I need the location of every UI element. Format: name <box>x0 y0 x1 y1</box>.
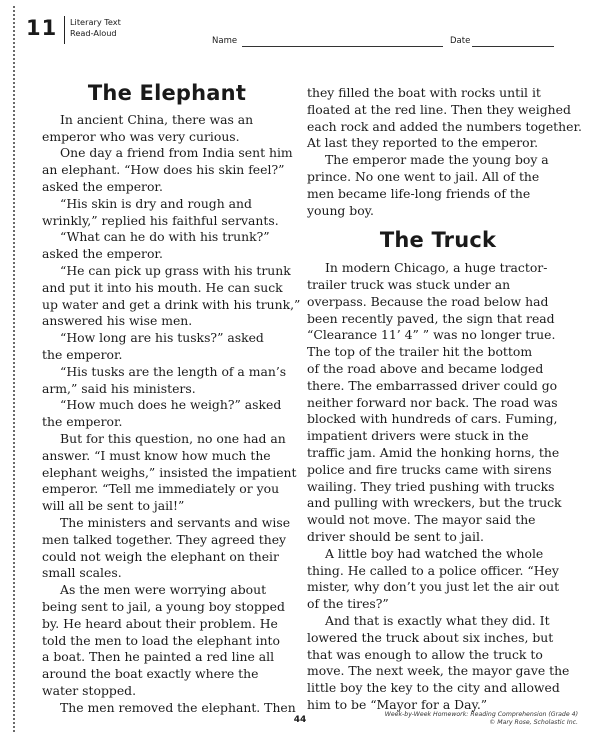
paragraph-line: a boat. Then he painted a red line all <box>42 649 275 665</box>
paragraph-line: And that is exactly what they did. It <box>325 612 550 628</box>
paragraph-line: driver should be sent to jail. <box>307 528 484 544</box>
paragraph-line: of the road above and became lodged <box>307 360 544 376</box>
paragraph-line: wrinkly,” replied his faithful servants. <box>42 212 279 228</box>
paragraph-line: and put it into his mouth. He can suck <box>42 279 283 295</box>
paragraph-line: men talked together. They agreed they <box>42 531 287 547</box>
name-field[interactable] <box>242 46 443 47</box>
paragraph-line: young boy. <box>307 202 374 218</box>
paragraph-line: impatient drivers were stuck in the <box>307 428 529 444</box>
date-field[interactable] <box>472 46 554 47</box>
paragraph-line: by. He heard about their problem. He <box>42 615 278 631</box>
paragraph-line: The top of the trailer hit the bottom <box>307 344 533 360</box>
name-label: Name <box>212 36 238 46</box>
paragraph-line: they filled the boat with rocks until it <box>307 85 541 100</box>
paragraph-line: men became life-long friends of the <box>307 185 531 201</box>
paragraph-line: answer. “I must know how much the <box>42 447 271 463</box>
lesson-divider <box>64 16 65 44</box>
lesson-number: 11 <box>26 16 58 40</box>
paragraph-line: “He can pick up grass with his trunk <box>60 262 291 278</box>
paragraph-line: elephant weighs,” insisted the impatient <box>42 464 297 480</box>
paragraph-line: “What can he do with his trunk?” <box>60 229 270 245</box>
paragraph-line: water stopped. <box>42 682 137 698</box>
paragraph-line: him to be “Mayor for a Day.” <box>307 696 488 712</box>
paragraph-line: “His tusks are the length of a man’s <box>60 363 287 379</box>
paragraph-line: little boy the key to the city and allowed <box>307 680 560 696</box>
paragraph-line: will all be sent to jail!” <box>42 498 185 514</box>
story-title-truck: The Truck <box>379 228 497 253</box>
worksheet-header <box>26 14 566 48</box>
paragraph-line: “How much does he weigh?” asked <box>60 397 282 413</box>
paragraph-line: emperor who was very curious. <box>42 128 240 144</box>
right-column <box>307 85 582 714</box>
paragraph-line: wailing. They tried pushing with trucks <box>307 478 555 494</box>
paragraph-line: around the boat exactly where the <box>42 666 259 682</box>
lesson-type <box>70 17 121 38</box>
credit-line-1: Week-by-Week Homework: Reading Comprehension (Grade 4) <box>384 711 578 718</box>
punch-hole-guide <box>13 6 15 732</box>
paragraph-line: traffic jam. Amid the honking horns, the <box>307 444 560 460</box>
paragraph-line: emperor. “Tell me immediately or you <box>42 481 280 497</box>
paragraph-line: The emperor made the young boy a <box>325 152 549 168</box>
paragraph-line: each rock and added the numbers together. <box>307 118 582 134</box>
paragraph-line: As the men were worrying about <box>60 582 267 598</box>
lesson-type-line1: Literary Text <box>70 17 121 27</box>
paragraph-line: would not move. The mayor said the <box>307 512 536 528</box>
paragraph-line: an elephant. “How does his skin feel?” <box>42 162 285 178</box>
lesson-type-line2: Read-Aloud <box>70 27 117 38</box>
paragraph-line: overpass. Because the road below had <box>307 293 549 309</box>
date-label: Date <box>450 36 471 46</box>
paragraph-line: arm,” said his ministers. <box>42 380 196 396</box>
story-body-elephant <box>42 111 301 717</box>
paragraph-line: could not weigh the elephant on their <box>42 548 279 564</box>
paragraph-line: of the tires?” <box>307 596 389 612</box>
story-title-elephant: The Elephant <box>87 81 247 105</box>
paragraph-line: small scales. <box>42 565 122 581</box>
paragraph-line: up water and get a drink with his trunk,” <box>42 296 301 312</box>
paragraph-line: there. The embarrassed driver could go <box>307 377 558 393</box>
paragraph-line: being sent to jail, a young boy stopped <box>42 598 285 614</box>
paragraph-line: lowered the truck about six inches, but <box>307 629 554 645</box>
paragraph-line: the emperor. <box>42 414 123 430</box>
paragraph-line: At last they reported to the emperor. <box>307 135 539 151</box>
paragraph-line: But for this question, no one had an <box>60 430 286 446</box>
paragraph-line: “His skin is dry and rough and <box>60 195 252 211</box>
paragraph-line: asked the emperor. <box>42 246 163 262</box>
story-body-truck <box>307 260 569 714</box>
paragraph-line: thing. He called to a police officer. “Hey <box>307 562 559 578</box>
paragraph-line: told the men to load the elephant into <box>42 632 280 648</box>
footer-credit <box>385 711 578 727</box>
credit-line-2: © Mary Rose, Scholastic Inc. <box>489 719 578 726</box>
paragraph-line: mister, why don’t you just let the air out <box>307 579 560 595</box>
paragraph-line: police and fire trucks came with sirens <box>307 461 552 477</box>
story-continuation-elephant <box>307 85 582 219</box>
paragraph-line: the emperor. <box>42 346 123 362</box>
paragraph-line: “Clearance 11’ 4” ” was no longer true. <box>307 327 556 343</box>
paragraph-line: floated at the red line. Then they weighed <box>307 101 571 117</box>
paragraph-line: answered his wise men. <box>42 313 193 329</box>
paragraph-line: move. The next week, the mayor gave the <box>307 663 570 679</box>
paragraph-line: neither forward nor back. The road was <box>307 394 558 410</box>
paragraph-line: The men removed the elephant. Then <box>60 699 296 715</box>
page-number: 44 <box>293 715 307 725</box>
left-column <box>42 81 301 716</box>
paragraph-line: trailer truck was stuck under an <box>307 276 511 292</box>
paragraph-line: The ministers and servants and wise <box>60 514 291 530</box>
paragraph-line: blocked with hundreds of cars. Fuming, <box>307 411 558 427</box>
paragraph-line: been recently paved, the sign that read <box>307 310 555 326</box>
paragraph-line: and pulling with wreckers, but the truck <box>307 495 562 511</box>
paragraph-line: that was enough to allow the truck to <box>307 646 543 662</box>
paragraph-line: prince. No one went to jail. All of the <box>307 168 540 184</box>
paragraph-line: “How long are his tusks?” asked <box>60 330 264 346</box>
paragraph-line: One day a friend from India sent him <box>60 145 293 161</box>
paragraph-line: In modern Chicago, a huge tractor- <box>325 260 548 276</box>
paragraph-line: A little boy had watched the whole <box>325 545 544 561</box>
paragraph-line: In ancient China, there was an <box>60 111 254 127</box>
paragraph-line: asked the emperor. <box>42 178 163 194</box>
